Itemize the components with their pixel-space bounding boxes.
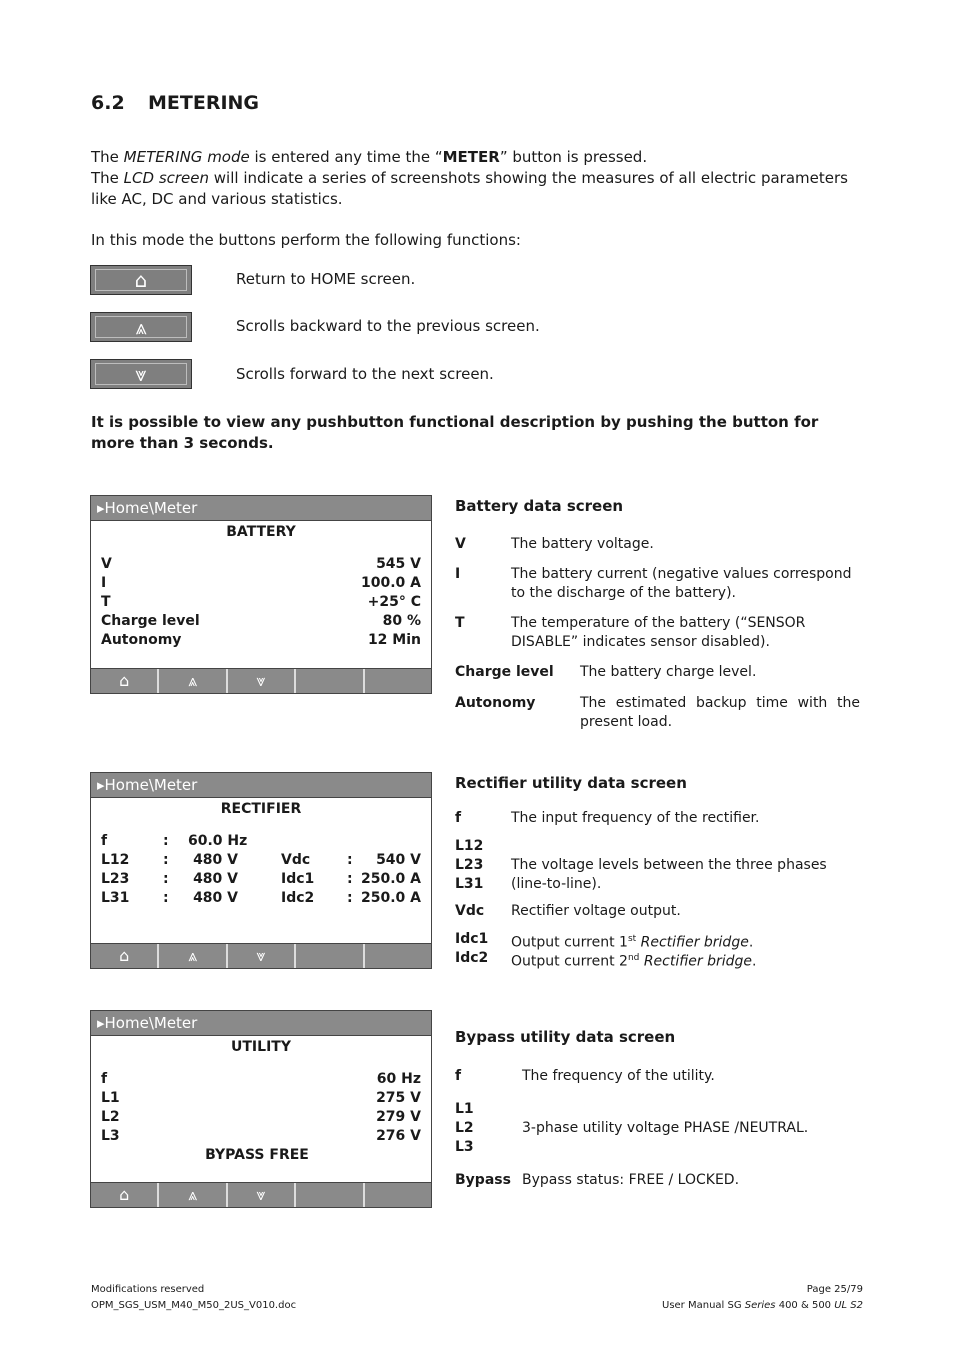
section-number: 6.2 [91, 92, 125, 114]
lcd-label: L23 [101, 871, 130, 887]
desc-text: Output current 1 [511, 934, 628, 951]
lcd-row [91, 555, 431, 574]
lcd-titlebar [91, 1011, 431, 1036]
footer-left [91, 1282, 296, 1314]
footer-emphasis: Series [744, 1300, 776, 1311]
lcd-screen-title: RECTIFIER [220, 801, 302, 817]
home-icon: ⌂ [119, 1185, 130, 1204]
lcd-row [91, 631, 431, 650]
lcd-label: V [101, 556, 112, 572]
utility-lcd-screen [90, 1010, 432, 1208]
intro-paragraph [91, 147, 871, 210]
lcd-value: 60 Hz [376, 1071, 421, 1087]
lcd-row [91, 1089, 431, 1108]
desc-emphasis: Rectifier bridge [636, 934, 749, 951]
lcd-label: Idc1 [281, 871, 315, 887]
lcd-path: Home\Meter [104, 1014, 198, 1032]
scroll-down-icon: ⩔ [256, 946, 266, 965]
desc-key: L2 [455, 1120, 474, 1136]
desc-key: f [455, 1068, 462, 1084]
desc-key: f [455, 810, 462, 826]
lcd-row [91, 1108, 431, 1127]
desc-value: The battery current (negative values correspond to the discharge of the battery). [511, 566, 852, 601]
lcd-value: 540 V [376, 852, 421, 868]
lcd-home-button[interactable] [91, 944, 159, 968]
lcd-value: 480 V [193, 871, 238, 887]
desc-value: The battery charge level. [580, 664, 757, 680]
intro-text: will indicate a series of screenshots showing the measures of all electric parameters like AC, DC and various statistics. [91, 169, 848, 208]
footer-page-number: Page 25/79 [806, 1284, 863, 1295]
scroll-down-icon: ⩔ [256, 1185, 266, 1204]
lcd-screen-title: BATTERY [226, 524, 296, 540]
desc-key: Vdc [455, 903, 485, 919]
scroll-down-icon: ⩔ [135, 362, 147, 386]
desc-value: Rectifier voltage output. [511, 903, 681, 919]
desc-value: The frequency of the utility. [522, 1068, 715, 1084]
intro-text: The [91, 148, 124, 166]
desc-text: . [752, 953, 757, 970]
lcd-button-bar [91, 1182, 431, 1207]
desc-key: L1 [455, 1101, 474, 1117]
desc-value: Bypass status: FREE / LOCKED. [522, 1172, 740, 1188]
desc-key: Bypass [455, 1172, 511, 1188]
intro-text: The [91, 169, 124, 187]
lcd-button-bar [91, 668, 431, 693]
intro-text: ” button is pressed. [499, 148, 648, 166]
utility-section-heading: Bypass utility data screen [455, 1028, 676, 1046]
rectifier-section-heading: Rectifier utility data screen [455, 774, 687, 792]
footer-text: 400 & 500 [775, 1300, 835, 1311]
lcd-value: 80 % [382, 613, 421, 629]
battery-section-heading: Battery data screen [455, 497, 624, 515]
lcd-home-button[interactable] [91, 1183, 159, 1207]
desc-key: T [455, 615, 465, 631]
scroll-down-icon: ⩔ [256, 671, 266, 690]
lcd-label: L1 [101, 1090, 120, 1106]
lcd-row [91, 1070, 431, 1089]
scroll-down-button-image [90, 359, 192, 389]
desc-value: 3-phase utility voltage PHASE /NEUTRAL. [522, 1120, 809, 1136]
lcd-screen-title: UTILITY [231, 1039, 291, 1055]
scroll-down-button-desc: Scrolls forward to the next screen. [236, 365, 494, 383]
lcd-row [91, 574, 431, 593]
desc-key: Idc2 [455, 950, 489, 966]
desc-key: I [455, 566, 461, 582]
scroll-up-button-desc: Scrolls backward to the previous screen. [236, 317, 540, 335]
lcd-scroll-down-button[interactable] [228, 944, 296, 968]
lcd-value: 480 V [193, 852, 238, 868]
scroll-up-icon: ⩓ [188, 946, 198, 965]
lcd-value: 275 V [376, 1090, 421, 1106]
lcd-row [91, 1127, 431, 1146]
lcd-label: Vdc [281, 852, 311, 868]
lcd-colon: : [163, 890, 169, 906]
desc-text: Output current 2 [511, 953, 628, 970]
scroll-up-icon: ⩓ [188, 1185, 198, 1204]
desc-value: The estimated backup time with the present load. [580, 695, 860, 730]
lcd-scroll-up-button[interactable] [159, 944, 227, 968]
lcd-label: Idc2 [281, 890, 315, 906]
scroll-up-icon: ⩓ [188, 671, 198, 690]
lcd-colon: : [163, 871, 169, 887]
lcd-label: L31 [101, 890, 130, 906]
lcd-row [91, 612, 431, 631]
lcd-value: 276 V [376, 1128, 421, 1144]
lcd-value: +25° C [367, 594, 421, 610]
lcd-path: Home\Meter [104, 776, 198, 794]
lcd-value: 12 Min [367, 632, 421, 648]
battery-lcd-screen [90, 495, 432, 694]
lcd-label: L12 [101, 852, 130, 868]
arrow-right-icon: ▸ [97, 776, 105, 794]
lcd-scroll-up-button[interactable] [159, 669, 227, 693]
intro-strong: METER [442, 148, 500, 166]
lcd-label: T [101, 594, 111, 610]
lcd-blank-button[interactable] [365, 669, 431, 693]
desc-key: L12 [455, 838, 484, 854]
intro-text: is entered any time the “ [249, 148, 443, 166]
lcd-blank-button[interactable] [296, 1183, 364, 1207]
home-button-image [90, 265, 192, 295]
lcd-colon: : [347, 852, 353, 868]
intro-emphasis: METERING mode [123, 148, 250, 166]
home-icon: ⌂ [119, 946, 130, 965]
arrow-right-icon: ▸ [97, 1014, 105, 1032]
lcd-label: L2 [101, 1109, 120, 1125]
desc-text: . [748, 934, 754, 951]
desc-value: The input frequency of the rectifier. [511, 810, 760, 826]
footer-filename: OPM_SGS_USM_M40_M50_2US_V010.doc [91, 1300, 297, 1311]
lcd-row [91, 832, 431, 851]
desc-value: The battery voltage. [511, 536, 654, 552]
lcd-value: 250.0 A [361, 871, 421, 887]
lcd-blank-button[interactable] [296, 944, 364, 968]
section-heading [91, 92, 259, 114]
desc-key: V [455, 536, 466, 552]
footer-manual-title [662, 1298, 863, 1314]
desc-key: Charge level [455, 664, 554, 680]
desc-key: Autonomy [455, 695, 536, 711]
desc-key: L23 [455, 857, 484, 873]
desc-key: L3 [455, 1139, 474, 1155]
lcd-label: I [101, 575, 107, 591]
lcd-label: Autonomy [101, 632, 182, 648]
lcd-label: f [101, 833, 108, 849]
lcd-button-bar [91, 943, 431, 968]
lcd-row [91, 851, 431, 870]
footer-right [662, 1282, 863, 1314]
footer-text: User Manual SG [662, 1300, 745, 1311]
lcd-scroll-down-button[interactable] [228, 669, 296, 693]
intro-functions: In this mode the buttons perform the following functions: [91, 231, 521, 249]
lcd-colon: : [347, 871, 353, 887]
lcd-value: 250.0 A [361, 890, 421, 906]
bypass-status: BYPASS FREE [205, 1147, 309, 1163]
lcd-scroll-up-button[interactable] [159, 1183, 227, 1207]
lcd-colon: : [163, 833, 169, 849]
lcd-path: Home\Meter [104, 499, 198, 517]
lcd-row [91, 870, 431, 889]
section-title: METERING [148, 92, 260, 114]
desc-emphasis: Rectifier bridge [639, 953, 753, 970]
lcd-row [91, 889, 431, 908]
lcd-titlebar [91, 496, 431, 521]
intro-emphasis: LCD screen [123, 169, 210, 187]
home-icon: ⌂ [134, 268, 148, 292]
lcd-blank-button[interactable] [365, 944, 431, 968]
lcd-label: f [101, 1071, 108, 1087]
lcd-row [91, 593, 431, 612]
lcd-value: 100.0 A [361, 575, 421, 591]
pushbutton-note: It is possible to view any pushbutton functional description by pushing the button for more than 3 seconds. [91, 413, 819, 452]
scroll-up-icon: ⩓ [135, 315, 147, 339]
lcd-home-button[interactable] [91, 669, 159, 693]
rectifier-lcd-screen [90, 772, 432, 969]
desc-sup: st [627, 934, 637, 944]
lcd-value: 60.0 Hz [188, 833, 248, 849]
arrow-right-icon: ▸ [97, 499, 105, 517]
desc-key: L31 [455, 876, 484, 892]
lcd-status-row [91, 1146, 431, 1165]
lcd-label: L3 [101, 1128, 120, 1144]
lcd-scroll-down-button[interactable] [228, 1183, 296, 1207]
lcd-value: 480 V [193, 890, 238, 906]
lcd-value: 279 V [376, 1109, 421, 1125]
footer-emphasis: UL S2 [834, 1300, 863, 1311]
home-icon: ⌂ [119, 671, 130, 690]
lcd-colon: : [163, 852, 169, 868]
desc-value: The voltage levels between the three phases (line-to-line). [511, 857, 827, 892]
footer-modifications: Modifications reserved [91, 1284, 205, 1295]
lcd-titlebar [91, 773, 431, 798]
lcd-value: 545 V [376, 556, 421, 572]
home-button-desc: Return to HOME screen. [236, 270, 416, 288]
scroll-up-button-image [90, 312, 192, 342]
desc-sup: nd [627, 953, 640, 963]
desc-value [511, 949, 861, 972]
lcd-label: Charge level [101, 613, 200, 629]
desc-value: The temperature of the battery (“SENSOR DISABLE” indicates sensor disabled). [511, 615, 806, 650]
lcd-colon: : [347, 890, 353, 906]
lcd-blank-button[interactable] [365, 1183, 431, 1207]
desc-key: Idc1 [455, 931, 489, 947]
lcd-blank-button[interactable] [296, 669, 364, 693]
